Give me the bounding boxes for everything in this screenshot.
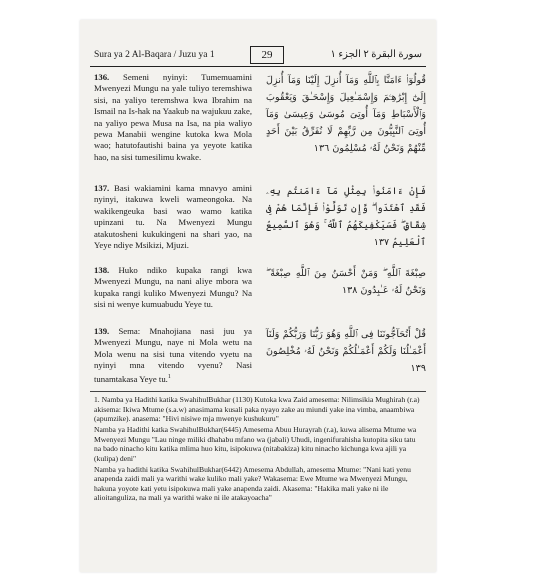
footnotes bbox=[94, 395, 424, 504]
verse-number: 137. bbox=[94, 183, 110, 193]
footnote-divider bbox=[90, 391, 426, 392]
verse-arabic: قُلْ أَتُحَآجُّونَنَا فِى ٱللَّهِ وَهُوَ رَبُّنَا وَرَبُّكُمْ وَلَنَآ أَعْمَـٰلُنَا وَلَكُمْ أَعْمَـٰلُكُمْ وَنَحْنُ لَهُۥ مُخْلِصُونَ ١٣٩ bbox=[266, 329, 426, 374]
header-surah-juz: Sura ya 2 Al-Baqara / Juzu ya 1 bbox=[94, 50, 215, 60]
page-header bbox=[90, 46, 426, 67]
verse-arabic: فَإِنْ ءَامَنُوا۟ بِمِثْلِ مَآ ءَامَنتُم بِهِۦ فَقَدِ ٱهْتَدَوا۟ ۖ وَّإِن تَوَلَّوْا۟ فَإِنَّمَا هُمْ فِى شِقَاقٍ ۖ فَسَيَكْفِيكَهُمُ ٱللَّهُ ۚ وَهُوَ ٱلسَّمِيعُ ٱلْعَلِيمُ ١٣٧ bbox=[266, 186, 426, 248]
footnote-mark: 1 bbox=[167, 373, 171, 380]
book-page bbox=[80, 20, 436, 572]
verse-number: 136. bbox=[94, 72, 110, 82]
verse-number: 139. bbox=[94, 326, 110, 336]
verse-text: Huko ndiko kupaka rangi kwa Mwenyezi Mungu, na nani aliye mbora wa kupaka rangi kuliko Mwenyezi Mungu? Na sisi ni wenye kumuabudu Yeye tu. bbox=[94, 265, 252, 310]
footnote-2: Namba ya Hadithi katka SwahihulBukhar(6445) Amesema Abuu Hurayrah (r.a), kuwa alisema Mtume wa Mwenyezi Mungu "Lau ninge miliki dhahabu mfano wa (jabali) Uhudi, ingenifurahisha kutopita siku tatu na bado ninacho kitu katika mlima huo kitu, isipokuwa (nitabakiza) kitu ninacho kichunga kwa ajili ya (kulipa) deni" bbox=[94, 424, 417, 463]
verse-text: Semeni nyinyi: Tumemuamini Mwenyezi Mungu na yale tuliyo teremshiwa sisi, na yaliyo teremshwa kwa Ibrahim na Ismail na Is-hak na Yaakub na wajukuu zake, na yaliyo pewa Musa na Isa, na pia waliyo pewa Manabii wengine kutoka kwa Mola wao; hatutofautishi baina ya yeyote katika hao, na sisi tumesilimu kwake. bbox=[94, 72, 252, 162]
verse-swahili bbox=[94, 326, 252, 385]
verse-swahili bbox=[94, 265, 252, 311]
verse-swahili bbox=[94, 183, 252, 251]
footnote-1: 1. Namba ya Hadithi katika SwahihulBukhar (1130) Kutoka kwa Zaid amesema: Nilimsikia Mughirah (r.a) akisema: Ikiwa Mtume (s.a.w) anasimama kusali paka nyayo zake au miundi yake ina vimba, anaambiwa (apumzike). anasema: "Hivi nisiwe mja mwenye kushukuru" bbox=[94, 395, 420, 424]
verse-number: 138. bbox=[94, 265, 110, 275]
verse-arabic: قُولُوٓا۟ ءَامَنَّا بِٱللَّهِ وَمَآ أُنزِلَ إِلَيْنَا وَمَآ أُنزِلَ إِلَىٰٓ إِبْرَٰهِـۧمَ وَإِسْمَـٰعِيلَ وَإِسْحَـٰقَ وَيَعْقُوبَ وَٱلْأَسْبَاطِ وَمَآ أُوتِىَ مُوسَىٰ وَعِيسَىٰ وَمَآ أُوتِىَ ٱلنَّبِيُّونَ مِن رَّبِّهِمْ لَا نُفَرِّقُ بَيْنَ أَحَدٍ مِّنْهُمْ وَنَحْنُ لَهُۥ مُسْلِمُونَ ١٣٦ bbox=[266, 75, 426, 154]
page-number: 29 bbox=[250, 46, 284, 64]
footnote-3: Namba ya hadithi katika SwahihulBukhar(6442) Amesema Abdullah, amesema Mtume: "Nani kati yenu anapenda zaidi mali ya warithi wake kuliko mali yake? Wakasema: Ewe Mtume wa Mwenyezi Mungu, hakuna yoyote kati yetu isipokuwa mali yake anapenda zaidi. Akasema: "Hakika mali yake ni ile alioitanguliza, na mali ya warithi wake ni ile atakayoacha" bbox=[94, 464, 411, 503]
verse-swahili bbox=[94, 72, 252, 163]
header-arabic-title: سورة البقرة ٢ الجزء ١ bbox=[330, 49, 422, 60]
verse-arabic: صِبْغَةَ ٱللَّهِ ۖ وَمَنْ أَحْسَنُ مِنَ ٱللَّهِ صِبْغَةً ۖ وَنَحْنُ لَهُۥ عَـٰبِدُونَ ١٣٨ bbox=[266, 268, 426, 296]
verse-text: Sema: Mnahojiana nasi juu ya Mwenyezi Mungu, naye ni Mola wetu na Mola wenu na sisi tuna vitendo vyetu na nyinyi mna vitendo vyenu? Nasi tunamtakasa Yeye tu. bbox=[94, 326, 252, 384]
verse-text: Basi wakiamini kama mnavyo amini nyinyi, itakuwa kweli wameongoka. Na wakikengeuka basi wao wamo katika upinzani tu. Na Mwenyezi Mungu atakutosheni kukukingeni na shari yao, na Yeye ndiye Msikizi, Mjuzi. bbox=[94, 183, 253, 251]
